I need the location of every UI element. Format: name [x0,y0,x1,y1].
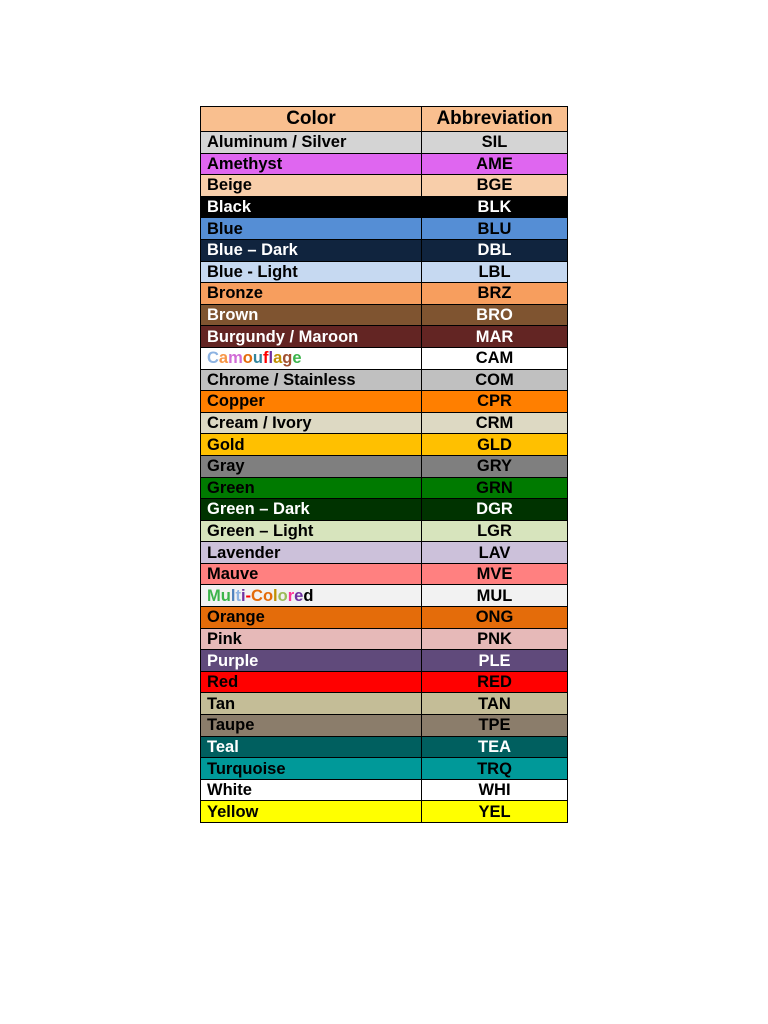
abbreviation-cell: BGE [422,175,568,197]
color-name-cell: Beige [201,175,422,197]
color-name-cell: Taupe [201,715,422,737]
table-row [201,758,568,780]
color-abbreviation-table [200,106,568,823]
table-row [201,801,568,823]
table-row [201,261,568,283]
table-row [201,542,568,564]
color-name-letter: C [207,349,219,368]
table-row [201,218,568,240]
color-name-cell: Blue [201,218,422,240]
color-name-cell: Gold [201,434,422,456]
color-name-cell: Green [201,477,422,499]
abbreviation-cell: DGR [422,499,568,521]
color-name-cell: Tan [201,693,422,715]
color-name-letter: o [242,349,253,368]
table-row [201,304,568,326]
table-row [201,175,568,197]
color-name-cell: Blue – Dark [201,239,422,261]
abbreviation-cell: COM [422,369,568,391]
color-name-letter: - [245,586,252,605]
table-row [201,477,568,499]
abbreviation-cell: AME [422,153,568,175]
table-row [201,391,568,413]
table-row [201,434,568,456]
table-row [201,153,568,175]
color-name-cell: Chrome / Stainless [201,369,422,391]
table-row [201,650,568,672]
abbreviation-cell: CRM [422,412,568,434]
abbreviation-cell: CPR [422,391,568,413]
table-row [201,369,568,391]
color-name-cell: Burgundy / Maroon [201,326,422,348]
color-name-cell: Lavender [201,542,422,564]
table-row [201,693,568,715]
abbreviation-cell: BLU [422,218,568,240]
color-name-letter: u [220,586,231,605]
color-name-cell: Turquoise [201,758,422,780]
abbreviation-cell: TAN [422,693,568,715]
color-name-cell [201,585,422,607]
color-name-cell: Aluminum / Silver [201,132,422,154]
abbreviation-cell: YEL [422,801,568,823]
color-name-cell: Yellow [201,801,422,823]
table-header-row [201,107,568,132]
table-row [201,779,568,801]
abbreviation-cell: MVE [422,563,568,585]
table-body [201,132,568,823]
table-row [201,347,568,369]
color-name-letter: t [235,586,241,605]
color-name-cell: Pink [201,628,422,650]
abbreviation-cell: PNK [422,628,568,650]
table-row [201,736,568,758]
abbreviation-cell: PLE [422,650,568,672]
color-name-letter: a [273,349,283,368]
color-name-cell: Teal [201,736,422,758]
color-name-cell: Copper [201,391,422,413]
color-name-letter: e [292,349,302,368]
abbreviation-cell: TRQ [422,758,568,780]
table-row [201,585,568,607]
color-name-letter: u [252,349,263,368]
color-name-letter: r [287,586,295,605]
table-row [201,412,568,434]
abbreviation-cell: ONG [422,607,568,629]
table-row [201,239,568,261]
abbreviation-cell: GLD [422,434,568,456]
color-name-letter: C [251,586,263,605]
abbreviation-cell: MUL [422,585,568,607]
color-name-cell: Purple [201,650,422,672]
abbreviation-cell: BRZ [422,283,568,305]
color-name-letter: M [207,586,221,605]
color-name-cell: Amethyst [201,153,422,175]
abbreviation-cell: BRO [422,304,568,326]
table-row [201,671,568,693]
table-row [201,196,568,218]
table-row [201,607,568,629]
table-row [201,628,568,650]
color-name-letter: l [273,586,278,605]
abbreviation-cell: DBL [422,239,568,261]
color-column-header: Color [201,107,422,132]
color-name-cell: Gray [201,455,422,477]
abbreviation-cell: TEA [422,736,568,758]
abbreviation-cell: BLK [422,196,568,218]
abbreviation-cell: SIL [422,132,568,154]
color-name-cell: Green – Light [201,520,422,542]
color-name-letter: e [294,586,304,605]
table-row [201,563,568,585]
abbreviation-cell: LAV [422,542,568,564]
color-name-letter: l [268,349,274,368]
color-name-cell: Blue - Light [201,261,422,283]
abbreviation-cell: LGR [422,520,568,542]
abbreviation-cell: GRN [422,477,568,499]
color-name-cell: Brown [201,304,422,326]
color-name-cell: Cream / Ivory [201,412,422,434]
table-row [201,455,568,477]
color-name-letter: i [240,586,246,605]
abbreviation-cell: WHI [422,779,568,801]
color-name-letter: o [262,586,274,605]
abbreviation-column-header: Abbreviation [422,107,568,132]
abbreviation-cell: MAR [422,326,568,348]
color-name-cell: Orange [201,607,422,629]
abbreviation-cell: RED [422,671,568,693]
color-name-cell: Black [201,196,422,218]
color-name-letter: l [230,586,236,605]
abbreviation-cell: LBL [422,261,568,283]
table-row [201,283,568,305]
color-name-letter: d [303,586,314,605]
color-name-letter: m [228,349,243,368]
color-name-cell [201,347,422,369]
color-name-letter: g [282,349,293,368]
color-name-cell: White [201,779,422,801]
color-name-letter: a [218,349,229,368]
table-row [201,715,568,737]
abbreviation-cell: TPE [422,715,568,737]
table-row [201,326,568,348]
abbreviation-cell: CAM [422,347,568,369]
table-row [201,499,568,521]
table-row [201,520,568,542]
color-name-cell: Green – Dark [201,499,422,521]
abbreviation-cell: GRY [422,455,568,477]
color-name-letter: f [262,349,269,368]
color-name-letter: o [277,586,288,605]
table-row [201,132,568,154]
color-name-cell: Bronze [201,283,422,305]
color-name-cell: Mauve [201,563,422,585]
color-name-cell: Red [201,671,422,693]
